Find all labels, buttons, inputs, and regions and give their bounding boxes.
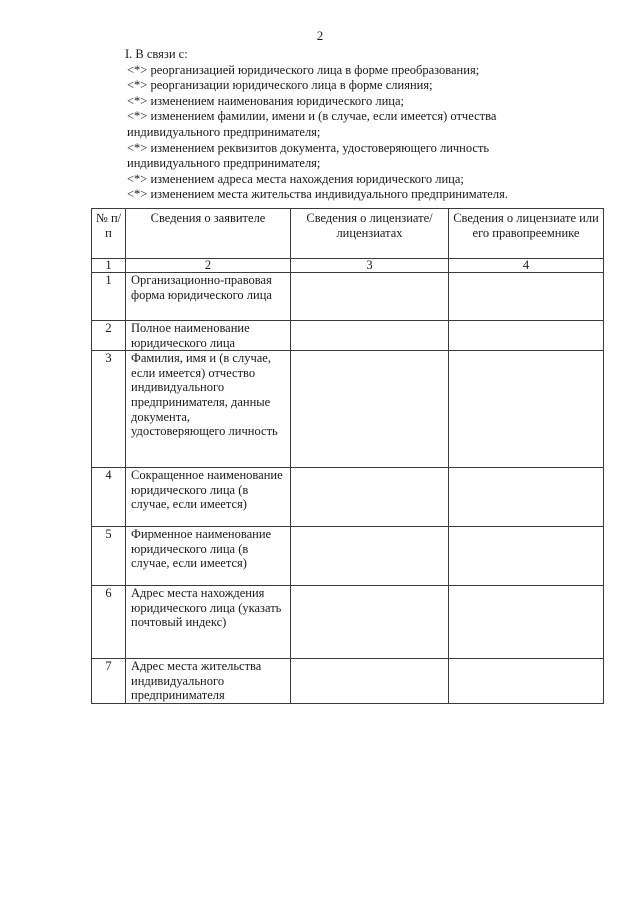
- licensee-value-cell[interactable]: [291, 586, 449, 659]
- table-row: [92, 468, 604, 527]
- applicant-info-table: [91, 208, 604, 704]
- column-number: 4: [449, 259, 604, 273]
- successor-value-cell[interactable]: [449, 659, 604, 704]
- licensee-value-cell[interactable]: [291, 273, 449, 321]
- table-row: [92, 321, 604, 351]
- intro-option-continuation: индивидуального предпринимателя;: [127, 124, 321, 139]
- table-header-row: [92, 209, 604, 259]
- successor-value-cell[interactable]: [449, 273, 604, 321]
- row-label: Адрес места нахождения юридического лица (указать почтовый индекс): [126, 586, 291, 659]
- intro-option: <*> реорганизации юридического лица в форме слияния;: [127, 78, 433, 93]
- row-label: Фамилия, имя и (в случае, если имеется) отчество индивидуального предпринимателя, данные документа, удостоверяющего личность: [126, 351, 291, 468]
- row-label: Организационно-правовая форма юридического лица: [126, 273, 291, 321]
- column-number: 2: [126, 259, 291, 273]
- licensee-value-cell[interactable]: [291, 527, 449, 586]
- intro-option-continuation: индивидуального предпринимателя;: [127, 156, 321, 171]
- column-number: 3: [291, 259, 449, 273]
- row-number: 2: [92, 321, 126, 351]
- header-successor-info: Сведения о лицензиате или его правопреемнике: [449, 209, 604, 259]
- licensee-value-cell[interactable]: [291, 468, 449, 527]
- intro-option: <*> изменением наименования юридического лица;: [127, 93, 404, 108]
- column-number: 1: [92, 259, 126, 273]
- successor-value-cell[interactable]: [449, 468, 604, 527]
- column-number-row: [92, 259, 604, 273]
- table-row: [92, 273, 604, 321]
- successor-value-cell[interactable]: [449, 586, 604, 659]
- intro-option: <*> изменением места жительства индивидуального предпринимателя.: [127, 187, 508, 202]
- intro-option: <*> изменением адреса места нахождения юридического лица;: [127, 171, 464, 186]
- successor-value-cell[interactable]: [449, 351, 604, 468]
- row-label: Полное наименование юридического лица: [126, 321, 291, 351]
- successor-value-cell[interactable]: [449, 321, 604, 351]
- licensee-value-cell[interactable]: [291, 659, 449, 704]
- licensee-value-cell[interactable]: [291, 351, 449, 468]
- row-number: 3: [92, 351, 126, 468]
- header-applicant-info: Сведения о заявителе: [126, 209, 291, 259]
- intro-option: <*> реорганизацией юридического лица в форме преобразования;: [127, 62, 480, 77]
- row-label: Сокращенное наименование юридического лица (в случае, если имеется): [126, 468, 291, 527]
- row-number: 4: [92, 468, 126, 527]
- successor-value-cell[interactable]: [449, 527, 604, 586]
- row-label: Адрес места жительства индивидуального предпринимателя: [126, 659, 291, 704]
- row-number: 6: [92, 586, 126, 659]
- header-number: № п/п: [92, 209, 126, 259]
- intro-block: [127, 47, 617, 203]
- row-number: 7: [92, 659, 126, 704]
- table-row: [92, 527, 604, 586]
- intro-lead: I. В связи с:: [125, 47, 188, 61]
- header-licensee-info: Сведения о лицензиате/ лицензиатах: [291, 209, 449, 259]
- intro-option: <*> изменением фамилии, имени и (в случае, если имеется) отчества: [127, 109, 497, 124]
- row-label: Фирменное наименование юридического лица (в случае, если имеется): [126, 527, 291, 586]
- row-number: 5: [92, 527, 126, 586]
- intro-option: <*> изменением реквизитов документа, удостоверяющего личность: [127, 140, 490, 155]
- table-row: [92, 659, 604, 704]
- page-number: 2: [316, 28, 324, 43]
- row-number: 1: [92, 273, 126, 321]
- licensee-value-cell[interactable]: [291, 321, 449, 351]
- table-row: [92, 351, 604, 468]
- table-row: [92, 586, 604, 659]
